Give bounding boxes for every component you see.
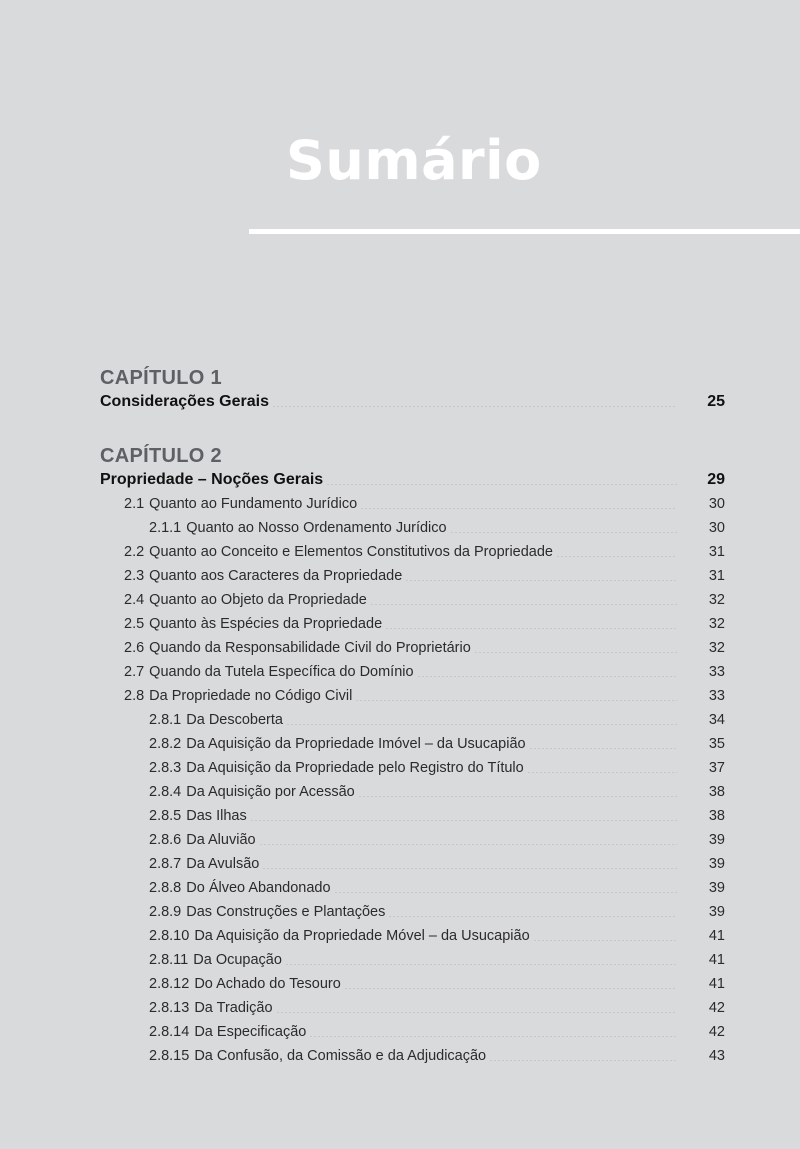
page-number: 38 <box>708 808 725 824</box>
toc-entry[interactable] <box>100 852 725 876</box>
title-underline <box>249 229 800 234</box>
toc-entry-text: Quanto ao Nosso Ordenamento Jurídico <box>186 520 447 536</box>
toc-entry[interactable] <box>100 780 725 804</box>
table-of-contents <box>100 366 725 1068</box>
toc-entry[interactable] <box>100 732 725 756</box>
page-number: 38 <box>708 784 725 800</box>
page-number: 42 <box>708 1000 725 1016</box>
dot-leader <box>276 1012 677 1013</box>
page-number: 32 <box>708 640 725 656</box>
toc-entry-text: Quanto aos Caracteres da Propriedade <box>149 568 403 584</box>
toc-entry-number: 2.8.2 <box>149 736 182 752</box>
page-number: 32 <box>708 592 725 608</box>
toc-entry-number: 2.8.13 <box>149 1000 190 1016</box>
dot-leader <box>326 484 677 485</box>
toc-entry-number: 2.8.6 <box>149 832 182 848</box>
dot-leader <box>262 868 677 869</box>
toc-entry[interactable] <box>100 996 725 1020</box>
toc-entry-text: Da Propriedade no Código Civil <box>149 688 353 704</box>
toc-entry-text: Da Avulsão <box>186 856 260 872</box>
page-number: 43 <box>708 1048 725 1064</box>
toc-entry[interactable] <box>100 828 725 852</box>
toc-entry[interactable] <box>100 876 725 900</box>
dot-leader <box>527 772 677 773</box>
dot-leader <box>370 604 677 605</box>
toc-entry-number: 2.8.12 <box>149 976 190 992</box>
chapter-title: Considerações Gerais <box>100 393 269 410</box>
toc-entry-number: 2.1 <box>124 496 145 512</box>
dot-leader <box>489 1060 677 1061</box>
toc-entry-number: 2.4 <box>124 592 145 608</box>
dot-leader <box>309 1036 677 1037</box>
toc-entry-number: 2.5 <box>124 616 145 632</box>
dot-leader <box>334 892 677 893</box>
page-number: 33 <box>708 664 725 680</box>
chapter-label: CAPÍTULO 2 <box>100 445 222 467</box>
toc-entry[interactable] <box>100 492 725 516</box>
toc-entry[interactable] <box>100 636 725 660</box>
toc-entry-text: Do Achado do Tesouro <box>194 976 341 992</box>
chapter-title-entry[interactable] <box>100 468 725 492</box>
dot-leader <box>474 652 677 653</box>
toc-entry-number: 2.8.5 <box>149 808 182 824</box>
toc-entry[interactable] <box>100 804 725 828</box>
chapter-label: CAPÍTULO 1 <box>100 367 222 389</box>
toc-entry-number: 2.8.7 <box>149 856 182 872</box>
dot-leader <box>355 700 677 701</box>
toc-entry-text: Da Ocupação <box>193 952 282 968</box>
toc-entry-text: Da Aluvião <box>186 832 256 848</box>
dot-leader <box>250 820 677 821</box>
toc-entry-text: Do Álveo Abandonado <box>186 880 331 896</box>
page-number: 30 <box>708 496 725 512</box>
toc-entry-text: Da Aquisição da Propriedade pelo Registro do Título <box>186 760 524 776</box>
toc-entry-text: Da Aquisição da Propriedade Móvel – da Usucapião <box>194 928 530 944</box>
toc-entry-text: Da Descoberta <box>186 712 283 728</box>
toc-entry-number: 2.8.15 <box>149 1048 190 1064</box>
toc-entry[interactable] <box>100 660 725 684</box>
toc-entry[interactable] <box>100 1020 725 1044</box>
toc-entry[interactable] <box>100 612 725 636</box>
dot-leader <box>417 676 677 677</box>
dot-leader <box>388 916 677 917</box>
toc-entry[interactable] <box>100 900 725 924</box>
toc-entry-text: Quanto às Espécies da Propriedade <box>149 616 383 632</box>
dot-leader <box>358 796 677 797</box>
dot-leader <box>405 580 677 581</box>
toc-entry-text: Da Confusão, da Comissão e da Adjudicação <box>194 1048 487 1064</box>
toc-entry[interactable] <box>100 1044 725 1068</box>
chapter-title: Propriedade – Noções Gerais <box>100 471 324 488</box>
toc-entry-text: Das Ilhas <box>186 808 247 824</box>
page-title: Sumário <box>286 129 542 192</box>
toc-entry-number: 2.8 <box>124 688 145 704</box>
dot-leader <box>360 508 677 509</box>
page-number: 29 <box>707 471 725 488</box>
toc-entry[interactable] <box>100 948 725 972</box>
page-number: 35 <box>708 736 725 752</box>
page-number: 25 <box>707 393 725 410</box>
page-number: 37 <box>708 760 725 776</box>
toc-entry[interactable] <box>100 564 725 588</box>
page-number: 39 <box>708 880 725 896</box>
dot-leader <box>286 724 677 725</box>
toc-entry-number: 2.7 <box>124 664 145 680</box>
page-number: 39 <box>708 856 725 872</box>
toc-entry[interactable] <box>100 516 725 540</box>
toc-entry-number: 2.8.3 <box>149 760 182 776</box>
toc-entry-number: 2.8.4 <box>149 784 182 800</box>
toc-entry-text: Da Aquisição da Propriedade Imóvel – da Usucapião <box>186 736 526 752</box>
dot-leader <box>450 532 677 533</box>
toc-entry-text: Quanto ao Conceito e Elementos Constitutivos da Propriedade <box>149 544 553 560</box>
toc-entry-number: 2.8.11 <box>149 952 189 968</box>
toc-entry-text: Quanto ao Objeto da Propriedade <box>149 592 367 608</box>
toc-entry-text: Da Especificação <box>194 1024 307 1040</box>
toc-entry[interactable] <box>100 540 725 564</box>
page-number: 41 <box>708 976 725 992</box>
toc-entry-number: 2.8.8 <box>149 880 182 896</box>
toc-entry-number: 2.8.1 <box>149 712 182 728</box>
page-number: 31 <box>708 544 725 560</box>
chapter-title-entry[interactable] <box>100 390 725 414</box>
dot-leader <box>285 964 677 965</box>
dot-leader <box>529 748 677 749</box>
dot-leader <box>533 940 677 941</box>
page-number: 39 <box>708 832 725 848</box>
page-number: 33 <box>708 688 725 704</box>
toc-entry-text: Das Construções e Plantações <box>186 904 386 920</box>
page-number: 41 <box>708 928 725 944</box>
toc-entry-text: Da Tradição <box>194 1000 273 1016</box>
toc-entry[interactable] <box>100 924 725 948</box>
toc-entry-number: 2.2 <box>124 544 145 560</box>
page-number: 32 <box>708 616 725 632</box>
toc-entry-text: Quanto ao Fundamento Jurídico <box>149 496 358 512</box>
dot-leader <box>259 844 677 845</box>
toc-entry-number: 2.3 <box>124 568 145 584</box>
toc-entry-number: 2.8.9 <box>149 904 182 920</box>
dot-leader <box>272 406 677 407</box>
toc-entry-number: 2.1.1 <box>149 520 182 536</box>
toc-entry[interactable] <box>100 708 725 732</box>
toc-entry[interactable] <box>100 756 725 780</box>
toc-entry-number: 2.8.14 <box>149 1024 190 1040</box>
toc-entry-text: Quando da Tutela Específica do Domínio <box>149 664 414 680</box>
page-number: 39 <box>708 904 725 920</box>
toc-entry-text: Quando da Responsabilidade Civil do Proprietário <box>149 640 471 656</box>
page-number: 41 <box>708 952 725 968</box>
toc-entry-number: 2.6 <box>124 640 145 656</box>
toc-entry[interactable] <box>100 972 725 996</box>
page-number: 31 <box>708 568 725 584</box>
page-number: 34 <box>708 712 725 728</box>
dot-leader <box>556 556 677 557</box>
page-number: 42 <box>708 1024 725 1040</box>
dot-leader <box>344 988 677 989</box>
toc-entry-text: Da Aquisição por Acessão <box>186 784 355 800</box>
page-number: 30 <box>708 520 725 536</box>
toc-entry[interactable] <box>100 684 725 708</box>
toc-entry[interactable] <box>100 588 725 612</box>
toc-entry-number: 2.8.10 <box>149 928 190 944</box>
dot-leader <box>385 628 677 629</box>
